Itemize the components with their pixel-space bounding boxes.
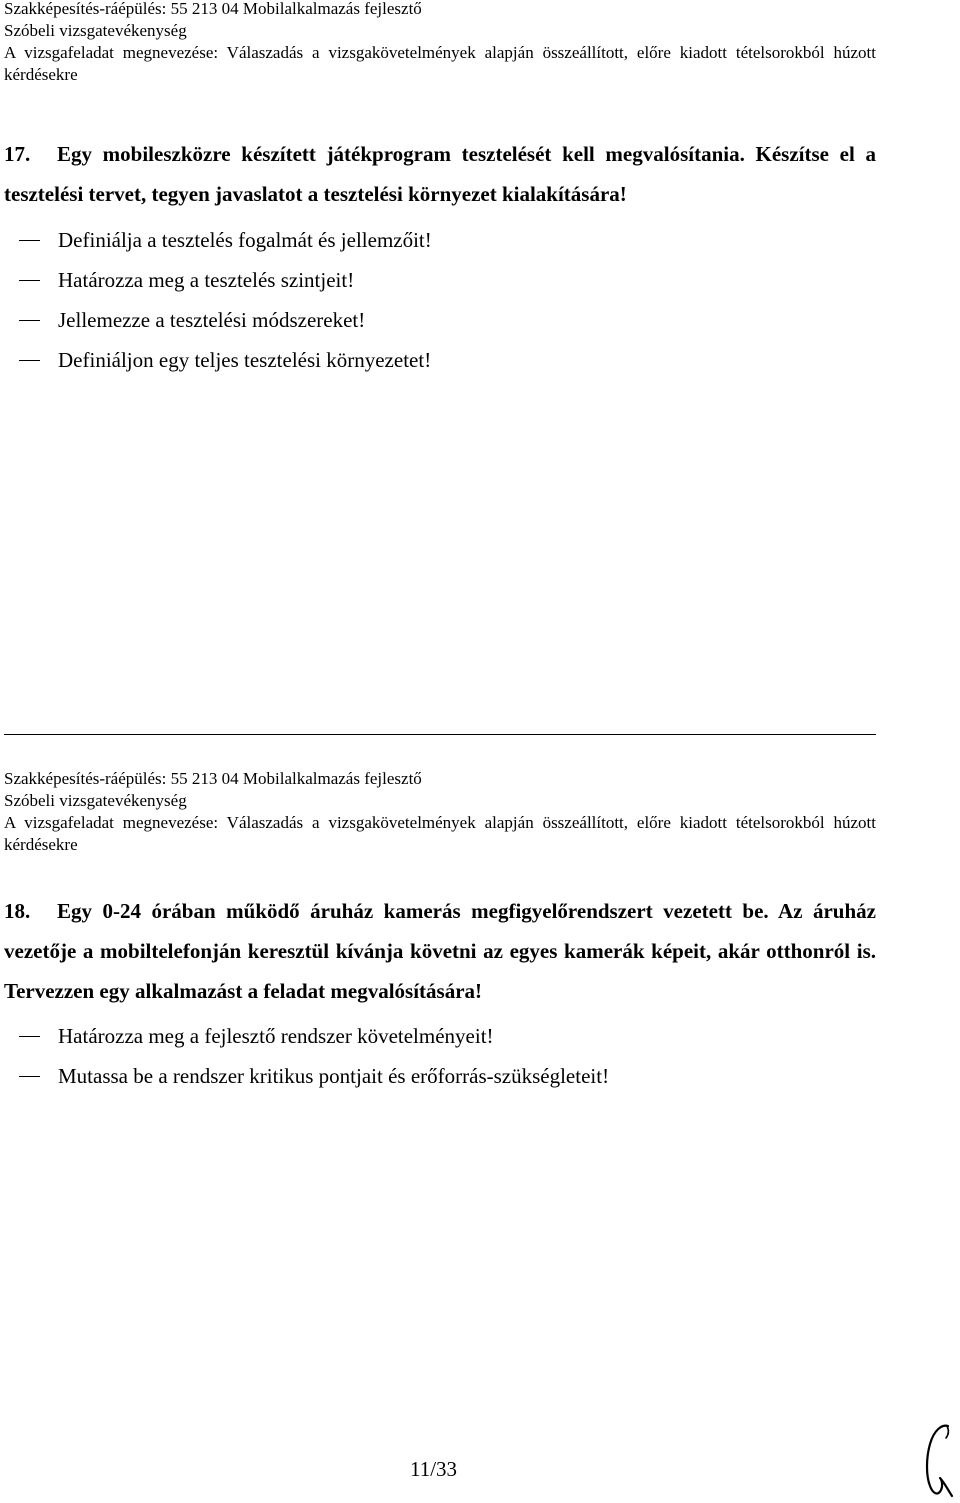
activity-line: Szóbeli vizsgatevékenység [4,21,187,40]
list-item-text: Definiálja a tesztelés fogalmát és jellemzőit! [58,228,432,252]
qualification-line: Szakképesítés-ráépülés: 55 213 04 Mobilalkalmazás fejlesztő [4,0,422,18]
list-item [4,1023,876,1049]
task-number: 18. [4,899,31,923]
task-17-statement [4,134,876,214]
dash-bullet [19,240,40,241]
list-item-text: Határozza meg a tesztelés szintjeit! [58,268,355,292]
list-item-text: Határozza meg a fejlesztő rendszer követelményeit! [58,1024,494,1048]
task-text: Egy 0-24 órában működő áruház kamerás megfigyelőrendszert vezetett be. Az áruház vezetője a mobiltelefonján keresztül kívánja követni az egyes kamerák képeit, akár otthonról is. Tervezzen egy alkalmazást a feladat megvalósítására! [4,899,876,1003]
list-item [4,347,876,373]
task-18-items [4,1023,876,1089]
task-name-line: A vizsgafeladat megnevezése: Válaszadás a vizsgakövetelmények alapján összeállított, előre kiadott tételsorokból húzott kérdésekre [4,813,876,854]
dash-bullet [19,1076,40,1077]
signature-icon [918,1420,958,1500]
list-item-text: Definiáljon egy teljes tesztelési környezetet! [58,348,432,372]
task-17-items [4,227,876,373]
task-number: 17. [4,142,31,166]
section-divider [4,734,876,735]
dash-bullet [19,280,40,281]
page-header-1 [4,0,876,86]
list-item [4,227,876,253]
task-18 [4,891,876,1103]
dash-bullet [19,320,40,321]
list-item [4,307,876,333]
dash-bullet [19,1036,40,1037]
task-17 [4,134,876,387]
list-item [4,267,876,293]
list-item-text: Mutassa be a rendszer kritikus pontjait és erőforrás-szükségleteit! [58,1064,610,1088]
list-item-text: Jellemezze a tesztelési módszereket! [58,308,366,332]
dash-bullet [19,360,40,361]
page-number: 11/33 [410,1457,458,1481]
page-header-2 [4,768,876,856]
task-text: Egy mobileszközre készített játékprogram tesztelését kell megvalósítania. Készítse el a tesztelési tervet, tegyen javaslatot a tesztelési környezet kialakítására! [4,142,876,206]
task-name-line: A vizsgafeladat megnevezése: Válaszadás a vizsgakövetelmények alapján összeállított, előre kiadott tételsorokból húzott kérdésekre [4,43,876,84]
list-item [4,1063,876,1089]
task-18-statement [4,891,876,1011]
qualification-line: Szakképesítés-ráépülés: 55 213 04 Mobilalkalmazás fejlesztő [4,769,422,788]
activity-line: Szóbeli vizsgatevékenység [4,791,187,810]
